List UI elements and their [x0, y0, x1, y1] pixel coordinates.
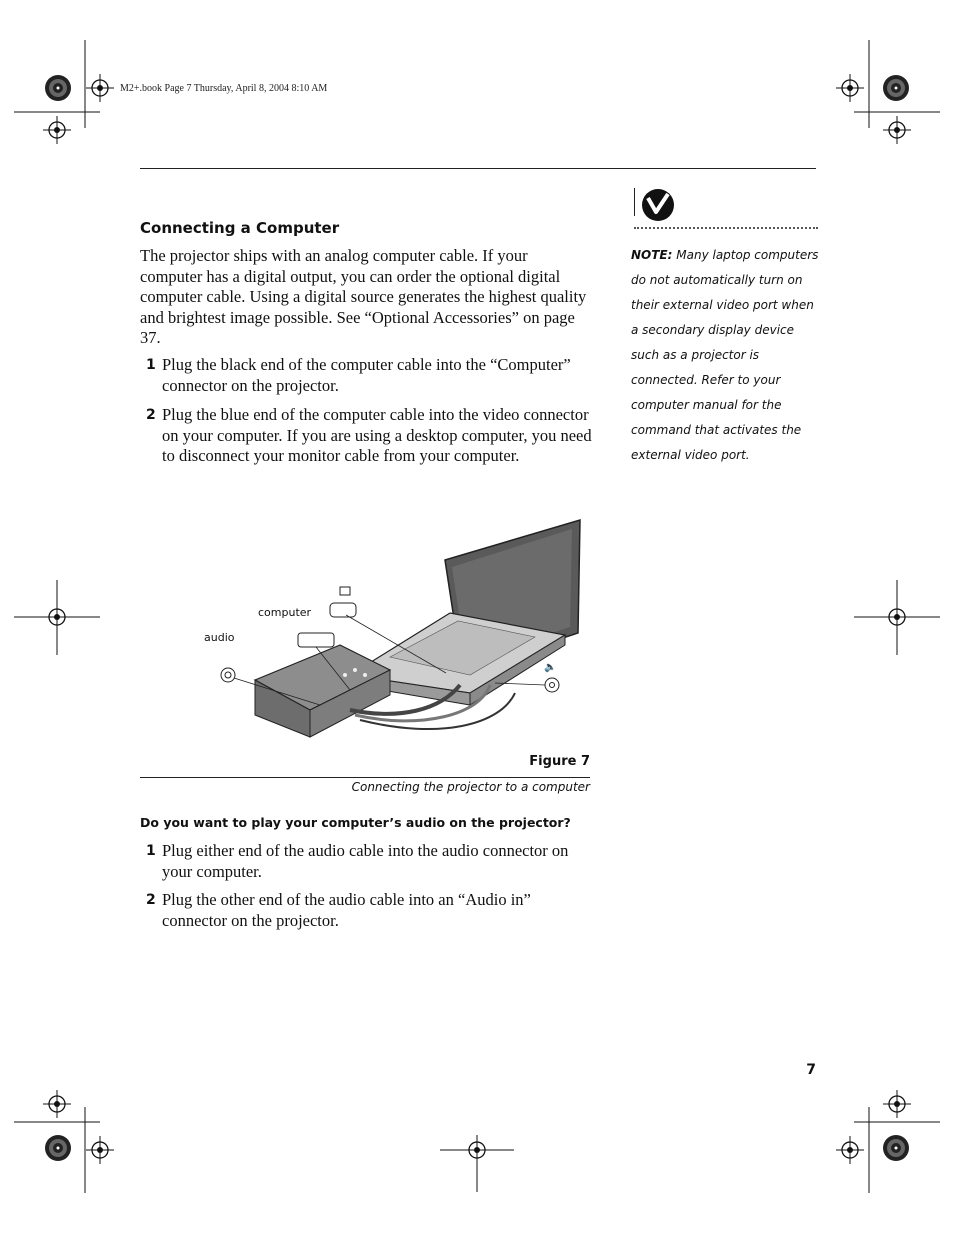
running-header: M2+.book Page 7 Thursday, April 8, 2004 8:10 AM [120, 83, 328, 94]
page-number: 7 [806, 1062, 816, 1078]
registration-mark-icon [836, 74, 864, 102]
star-target-icon [883, 75, 909, 101]
figure-rule [140, 777, 590, 778]
callout-audio: audio [204, 631, 235, 644]
note-text: Many laptop computers do not automatically turn on their external video port when a secondary display device such as a projector is connected. Refer to your computer manual for the command that activates the external video port. [631, 248, 819, 462]
star-target-icon [45, 75, 71, 101]
figure-caption: Connecting the projector to a computer [351, 780, 590, 794]
step-text: Plug the blue end of the computer cable into the video connector on your computer. If you are using a desktop computer, you need to disconnect your monitor cable from your computer. [162, 405, 592, 465]
audio-question: Do you want to play your computer’s audio on the projector? [140, 815, 571, 830]
step-item [140, 890, 592, 931]
step-text: Plug the other end of the audio cable into an “Audio in” connector on the projector. [162, 890, 531, 930]
callout-computer: computer [258, 606, 312, 619]
registration-mark-icon [836, 1136, 864, 1164]
registration-mark-icon [86, 1136, 114, 1164]
step-text: Plug either end of the audio cable into the audio connector on your computer. [162, 841, 569, 881]
step-item [140, 405, 592, 467]
step-number: 1 [146, 843, 156, 859]
note-logo-icon [640, 188, 678, 222]
registration-mark-icon [86, 74, 114, 102]
figure-label: Figure 7 [529, 754, 590, 769]
figure-illustration [140, 515, 590, 740]
step-number: 2 [146, 892, 156, 908]
star-target-icon [883, 1135, 909, 1161]
step-number: 1 [146, 357, 156, 373]
header-rule [140, 168, 816, 169]
step-number: 2 [146, 407, 156, 423]
note-divider [634, 227, 818, 231]
section-title: Connecting a Computer [140, 219, 340, 237]
note-box [631, 243, 821, 468]
note-bar [634, 188, 635, 216]
step-text: Plug the black end of the computer cable into the “Computer” connector on the projector. [162, 355, 571, 395]
registration-mark-icon [883, 116, 911, 144]
svg-text:🔈: 🔈 [544, 662, 557, 673]
step-item [140, 355, 592, 396]
intro-paragraph: The projector ships with an analog computer cable. If your computer has a digital output, you can order the optional digital computer cable. Using a digital source generates the highest quality and brightest image possible. See “Optional Accessories” on page 37. [140, 246, 587, 347]
star-target-icon [45, 1135, 71, 1161]
step-item [140, 841, 592, 882]
registration-mark-icon [43, 116, 71, 144]
projector-laptop-drawing [140, 515, 590, 740]
note-label: NOTE: [631, 248, 673, 262]
registration-mark-icon [43, 1090, 71, 1118]
registration-mark-icon [883, 1090, 911, 1118]
